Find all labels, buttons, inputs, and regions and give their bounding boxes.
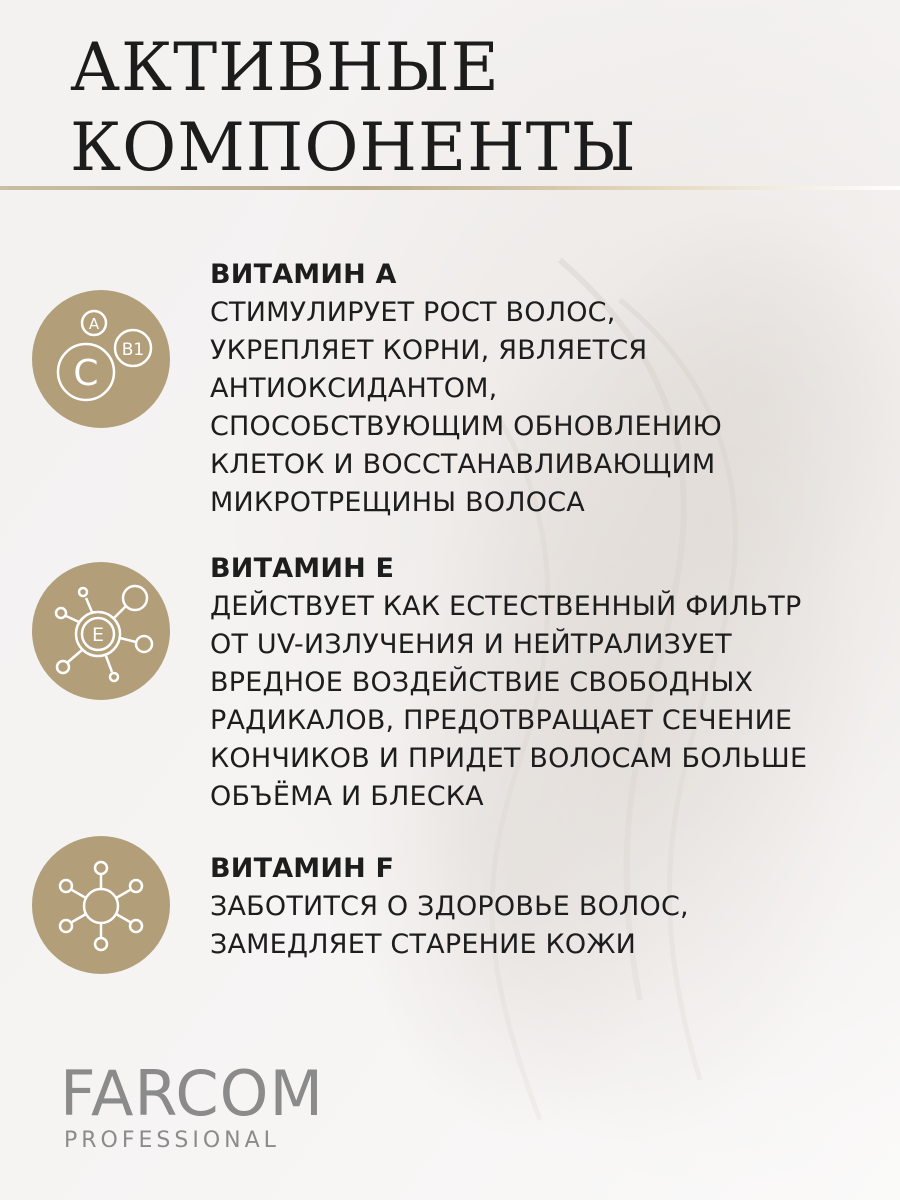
component-description: ЗАБОТИТСЯ О ЗДОРОВЬЕ ВОЛОС, ЗАМЕДЛЯЕТ СТАРЕНИЕ КОЖИ [210,891,689,960]
component-text [210,550,890,816]
component-title: ВИТАМИН А [210,259,397,290]
component-description: СТИМУЛИРУЕТ РОСТ ВОЛОС, УКРЕПЛЯЕТ КОРНИ, ЯВЛЯЕТСЯ АНТИОКСИДАНТОМ, СПОСОБСТВУЮЩИМ ОБНОВЛЕНИЮ КЛЕТОК И ВОССТАНАВЛИВАЮЩИМ МИКРОТРЕЩИНЫ ВОЛОСА [210,297,722,518]
vitamin-e-molecule-icon [32,562,170,700]
vitamin-c-letter: C [73,353,99,394]
vitamin-e-letter: E [91,624,105,646]
molecule-icon [32,836,170,974]
brand-name: FARCOM [60,1057,324,1130]
vitamin-b1-letter: B1 [121,340,145,360]
brand-logo [60,1057,380,1154]
page-title-line1: АКТИВНЫЕ [70,29,500,106]
component-title: ВИТАМИН F [210,853,395,884]
brand-subtitle: PROFESSIONAL [64,1128,280,1153]
component-text [210,256,890,522]
component-text [210,850,890,964]
page-title-line2: КОМПОНЕНТЫ [70,109,637,186]
component-description: ДЕЙСТВУЕТ КАК ЕСТЕСТВЕННЫЙ ФИЛЬТР ОТ UV-ИЗЛУЧЕНИЯ И НЕЙТРАЛИЗУЕТ ВРЕДНОЕ ВОЗДЕЙСТВИЕ СВОБОДНЫХ РАДИКАЛОВ, ПРЕДОТВРАЩАЕТ СЕЧЕНИЕ КОНЧИКОВ И ПРИДЕТ ВОЛОСАМ БОЛЬШЕ ОБЪЁМА И БЛЕСКА [210,591,808,812]
page-title [70,28,637,188]
vitamin-abc-icon [32,290,170,428]
title-divider [0,186,900,190]
vitamin-a-letter: A [88,315,100,333]
component-title: ВИТАМИН Е [210,553,395,584]
